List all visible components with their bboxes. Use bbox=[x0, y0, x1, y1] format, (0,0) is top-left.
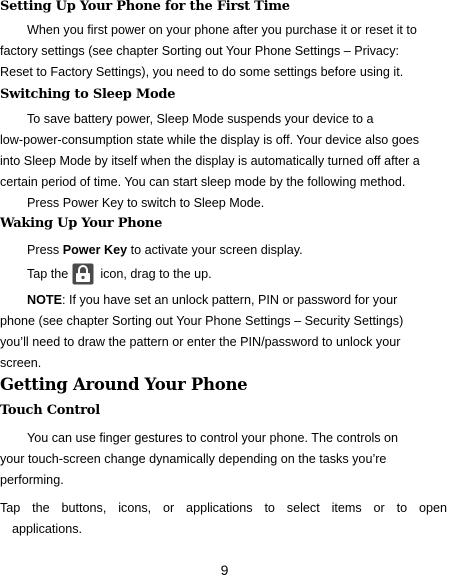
touch-line-3: performing. bbox=[0, 473, 64, 487]
heading-sleep-mode: Switching to Sleep Mode bbox=[0, 87, 176, 102]
waking-step-1: Press Power Key to activate your screen display. bbox=[27, 243, 303, 257]
note-label: NOTE bbox=[27, 293, 62, 307]
heading-getting-around: Getting Around Your Phone bbox=[0, 375, 248, 394]
touch-line-1: You can use finger gestures to control your phone. The controls on bbox=[27, 431, 399, 445]
sleep-line-3: into Sleep Mode by itself when the display is automatically turned off after a bbox=[0, 154, 420, 168]
note-line-4: screen. bbox=[0, 356, 42, 370]
heading-first-time: Setting Up Your Phone for the First Time bbox=[0, 0, 290, 14]
page-number: 9 bbox=[220, 562, 229, 578]
tap-line-1: Tap the buttons, icons, or applications to select items or to open bbox=[0, 501, 447, 515]
sleep-line-4: certain period of time. You can start sleep mode by the following method. bbox=[0, 175, 406, 189]
sleep-line-1: To save battery power, Sleep Mode suspends your device to a bbox=[27, 112, 374, 126]
sleep-step: Press Power Key to switch to Sleep Mode. bbox=[27, 196, 265, 210]
sleep-line-2: low-power-consumption state while the display is off. Your device also goes bbox=[0, 133, 420, 147]
waking-step-2: Tap the icon, drag to the up. bbox=[0, 263, 212, 285]
touch-line-2: your touch-screen change dynamically depending on the tasks you’re bbox=[0, 452, 387, 466]
lock-icon bbox=[72, 263, 94, 285]
heading-waking-up: Waking Up Your Phone bbox=[0, 216, 163, 231]
first-time-line-3: Reset to Factory Settings), you need to do some settings before using it. bbox=[0, 65, 404, 79]
first-time-line-2: factory settings (see chapter Sorting out Your Phone Settings – Privacy: bbox=[0, 44, 400, 58]
first-time-line-1: When you first power on your phone after you purchase it or reset it to bbox=[27, 23, 417, 37]
note-line-3: you’ll need to draw the pattern or enter the PIN/password to unlock your bbox=[0, 335, 401, 349]
heading-touch-control: Touch Control bbox=[0, 403, 100, 418]
tap-line-2: applications. bbox=[12, 522, 83, 536]
power-key-label: Power Key bbox=[62, 243, 128, 257]
note-line-2: phone (see chapter Sorting out Your Phone Settings – Security Settings) bbox=[0, 314, 404, 328]
note-line-1: NOTE: If you have set an unlock pattern, PIN or password for your bbox=[27, 293, 398, 307]
